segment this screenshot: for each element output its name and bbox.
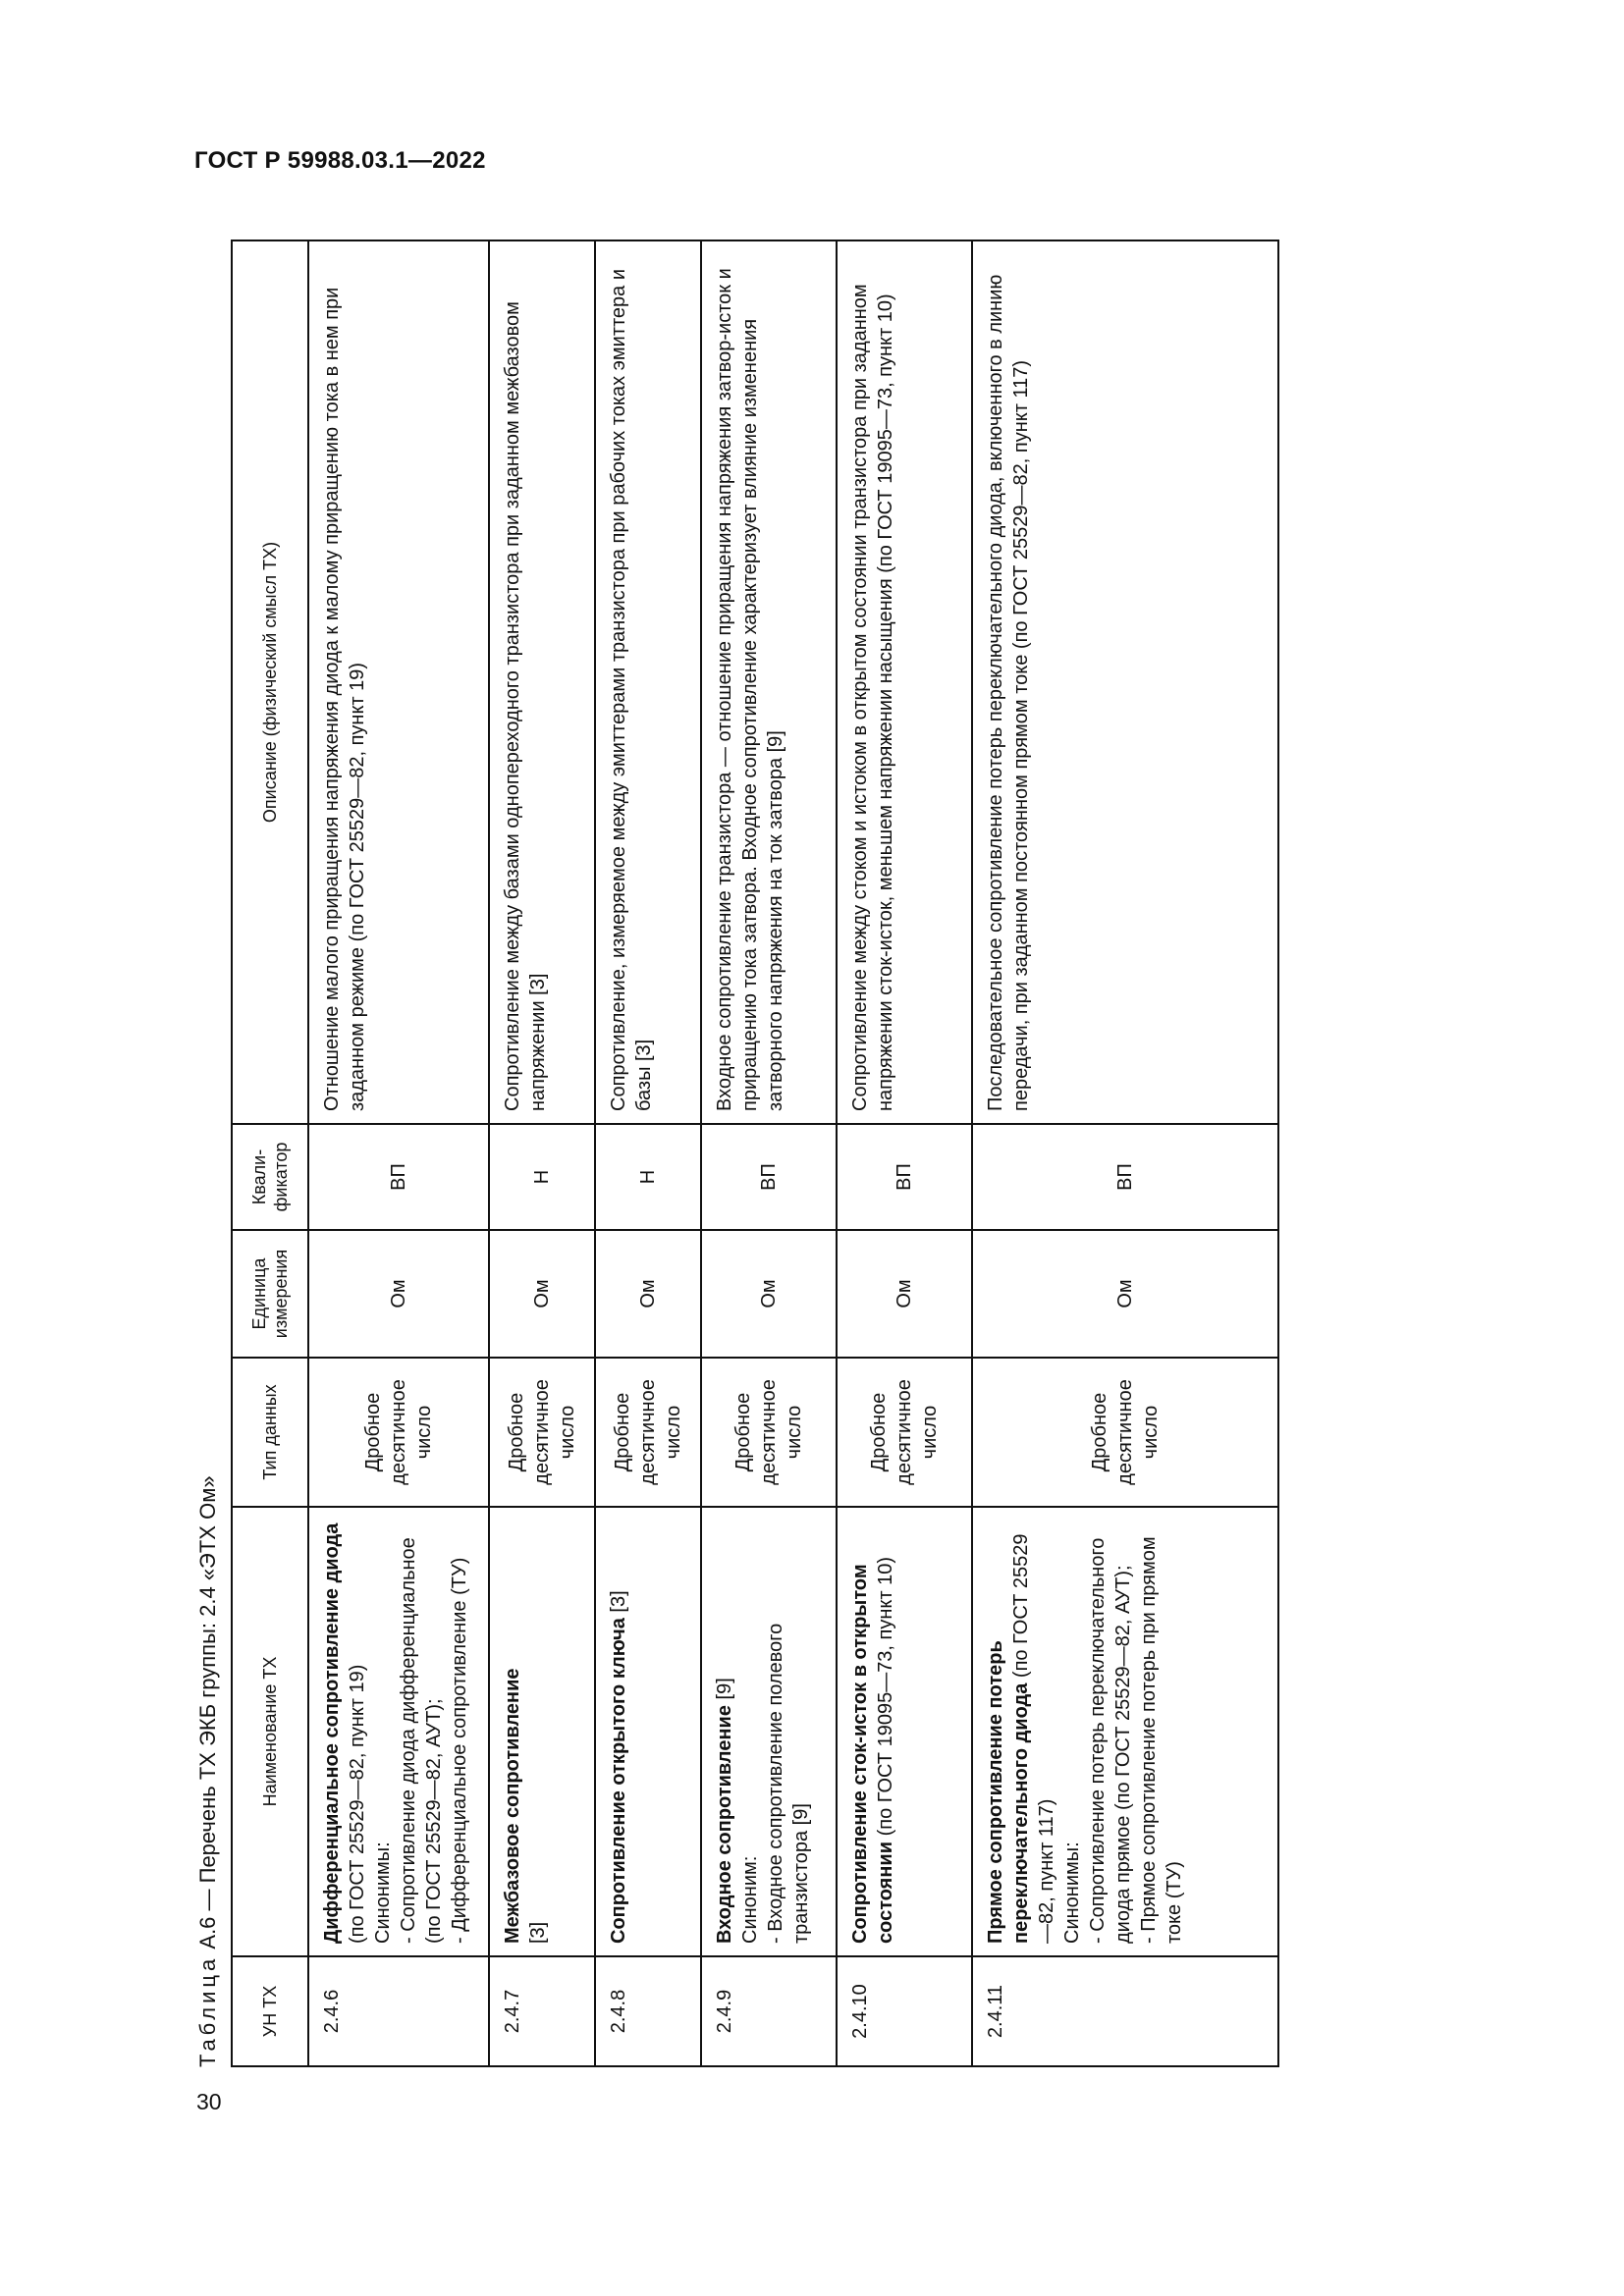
name-line: - Дифференциальное сопротивление (ТУ) — [449, 1557, 470, 1944]
cell-type: Дробное десятичное число — [489, 1358, 595, 1507]
name-bold: Дифференциальное сопротивление диода — [321, 1522, 343, 1944]
characteristics-table — [231, 240, 1279, 2067]
table-row — [701, 240, 837, 2066]
cell-qualifier: Н — [595, 1124, 701, 1230]
cell-qualifier: Н — [489, 1124, 595, 1230]
cell-name — [308, 1507, 489, 1956]
cell-name — [595, 1507, 701, 1956]
cell-un: 2.4.11 — [972, 1956, 1278, 2066]
name-bold: Сопротивление сток-исток в открытом состоянии — [849, 1564, 896, 1944]
name-line: - Сопротивление потерь переключательного диода прямое (по ГОСТ 25529—82, АУТ); — [1087, 1537, 1134, 1944]
cell-un: 2.4.6 — [308, 1956, 489, 2066]
table-row — [595, 240, 701, 2066]
cell-type: Дробное десятичное число — [308, 1358, 489, 1507]
name-bold: Входное сопротивление — [714, 1705, 735, 1944]
name-line: Синонимы: — [372, 1842, 394, 1944]
cell-un: 2.4.9 — [701, 1956, 837, 2066]
cell-un: 2.4.8 — [595, 1956, 701, 2066]
cell-description: Сопротивление между стоком и истоком в открытом состоянии транзистора при заданном напряжении сток-исток, меньшем напряжении насыщения (по ГОСТ 19095—73, пункт 10) — [837, 240, 972, 1124]
cell-unit: Ом — [701, 1230, 837, 1358]
cell-description: Сопротивление, измеряемое между эмиттерами транзистора при рабочих токах эмиттера и базы [3] — [595, 240, 701, 1124]
cell-unit: Ом — [972, 1230, 1278, 1358]
name-line: (по ГОСТ 25529—82, пункт 19) — [347, 1664, 368, 1944]
name-inline: [3] — [608, 1590, 629, 1619]
cell-qualifier: ВП — [308, 1124, 489, 1230]
col-header-un: УН ТХ — [232, 1956, 308, 2066]
table-row — [308, 240, 489, 2066]
document-code: ГОСТ Р 59988.03.1—2022 — [194, 147, 486, 174]
table-row — [972, 240, 1278, 2066]
cell-type: Дробное десятичное число — [701, 1358, 837, 1507]
name-inline: (по ГОСТ 25529—82, пункт 117) — [1010, 1533, 1057, 1944]
name-line: - Входное сопротивление полевого транзистора [9] — [765, 1623, 812, 1944]
col-header-name: Наименование ТХ — [232, 1507, 308, 1956]
name-line: [3] — [527, 1921, 549, 1944]
cell-un: 2.4.7 — [489, 1956, 595, 2066]
cell-qualifier: ВП — [701, 1124, 837, 1230]
cell-description: Последовательное сопротивление потерь переключательного диода, включенного в линию передачи, при заданном постоянном прямом токе (по ГОСТ 25529—82, пункт 117) — [972, 240, 1278, 1124]
name-line: - Прямое сопротивление потерь при прямом токе (ТУ) — [1138, 1536, 1185, 1944]
name-line: Синоним: — [739, 1855, 761, 1944]
rotated-table-page — [191, 241, 1281, 2067]
cell-name — [972, 1507, 1278, 1956]
name-line: Синонимы: — [1061, 1842, 1083, 1944]
cell-name — [489, 1507, 595, 1956]
col-header-type: Тип данных — [232, 1358, 308, 1507]
cell-type: Дробное десятичное число — [595, 1358, 701, 1507]
cell-name — [837, 1507, 972, 1956]
name-inline: [9] — [714, 1678, 735, 1706]
cell-un: 2.4.10 — [837, 1956, 972, 2066]
cell-name — [701, 1507, 837, 1956]
table-caption-text: А.6 — Перечень ТХ ЭКБ группы: 2.4 «ЭТХ Ом» — [195, 1475, 220, 1949]
col-header-unit: Единица измерения — [232, 1230, 308, 1358]
table-caption-label: Таблица — [195, 1954, 220, 2067]
cell-type: Дробное десятичное число — [972, 1358, 1278, 1507]
name-bold: Межбазовое сопротивление — [502, 1668, 523, 1944]
table-header-row — [232, 240, 308, 2066]
cell-qualifier: ВП — [837, 1124, 972, 1230]
name-bold: Прямое сопротивление потерь переключательного диода — [985, 1640, 1032, 1944]
cell-qualifier: ВП — [972, 1124, 1278, 1230]
cell-unit: Ом — [308, 1230, 489, 1358]
table-caption — [191, 1475, 225, 2067]
table-row — [489, 240, 595, 2066]
cell-unit: Ом — [837, 1230, 972, 1358]
cell-unit: Ом — [489, 1230, 595, 1358]
cell-description: Входное сопротивление транзистора — отношение приращения напряжения затвор-исток и приращению тока затвора. Входное сопротивление характеризует влияние изменения затворного напряжения на ток затвора [9] — [701, 240, 837, 1124]
table-row — [837, 240, 972, 2066]
name-line: - Сопротивление диода дифференциальное (по ГОСТ 25529—82, АУТ); — [398, 1537, 445, 1944]
cell-description: Сопротивление между базами однопереходного транзистора при заданном межбазовом напряжении [3] — [489, 240, 595, 1124]
name-bold: Сопротивление открытого ключа — [608, 1618, 629, 1944]
page-number: 30 — [196, 2089, 222, 2114]
cell-type: Дробное десятичное число — [837, 1358, 972, 1507]
col-header-description: Описание (физический смысл ТХ) — [232, 240, 308, 1124]
cell-description: Отношение малого приращения напряжения диода к малому приращению тока в нем при заданном режиме (по ГОСТ 25529—82, пункт 19) — [308, 240, 489, 1124]
name-inline: (по ГОСТ 19095—73, пункт 10) — [875, 1556, 896, 1842]
cell-unit: Ом — [595, 1230, 701, 1358]
col-header-qualifier: Квали-фикатор — [232, 1124, 308, 1230]
